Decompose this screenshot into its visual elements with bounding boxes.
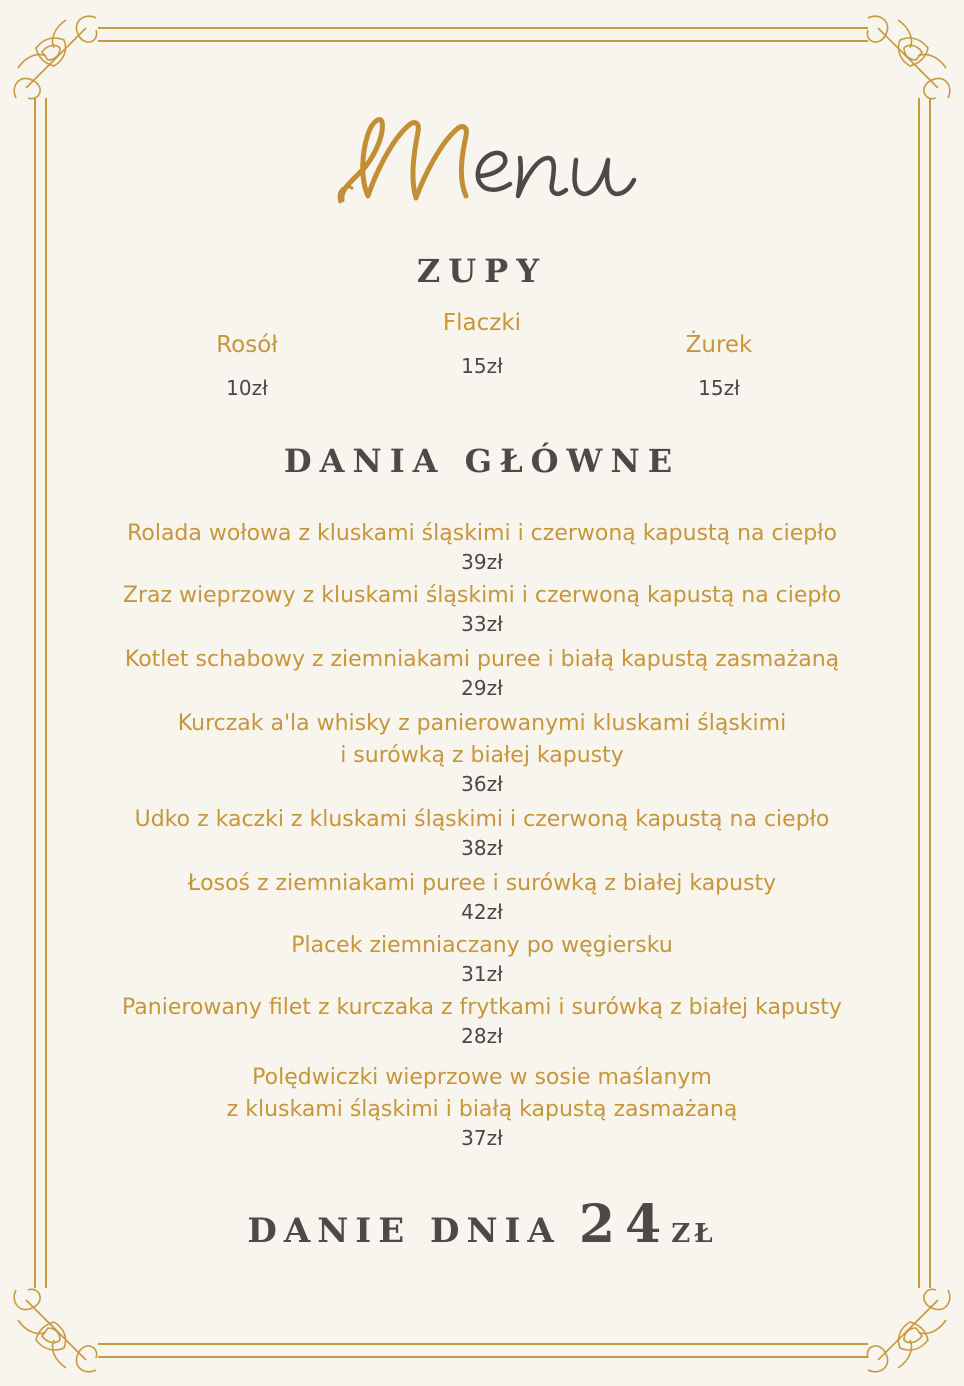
- frame-bottom-outer: [98, 1356, 868, 1358]
- dish-item: [60, 804, 904, 860]
- soup-item-rosol: [147, 332, 347, 400]
- dish-of-the-day: [0, 1194, 964, 1255]
- soup-price: 15zł: [461, 354, 503, 378]
- corner-ornament-bottom-right: [858, 1280, 958, 1380]
- dish-price: 42zł: [461, 900, 503, 924]
- dish-of-the-day-price: 24: [578, 1194, 672, 1255]
- dish-item: [60, 580, 904, 636]
- dish-item: [60, 644, 904, 700]
- dish-price: 37zł: [461, 1126, 503, 1150]
- dish-price: 28zł: [461, 1024, 503, 1048]
- soup-price: 15zł: [698, 376, 740, 400]
- menu-title: [0, 92, 964, 222]
- dish-name: Zraz wieprzowy z kluskami śląskimi i czerwoną kapustą na ciepło: [122, 583, 842, 608]
- dish-name-line2: i surówką z białej kapusty: [340, 743, 624, 768]
- soup-name: Żurek: [685, 332, 753, 358]
- frame-top-inner: [98, 40, 868, 42]
- frame-bottom-inner: [98, 1343, 868, 1345]
- dish-price: 31zł: [461, 962, 503, 986]
- soup-item-flaczki: [382, 310, 582, 378]
- mains-list: [60, 518, 904, 1150]
- dish-name: Placek ziemniaczany po węgiersku: [291, 933, 673, 958]
- dish-of-the-day-currency: ZŁ: [671, 1219, 717, 1249]
- corner-ornament-bottom-left: [6, 1280, 106, 1380]
- frame-top-outer: [98, 27, 868, 29]
- soup-price: 10zł: [226, 376, 268, 400]
- dish-name: Udko z kaczki z kluskami śląskimi i czerwoną kapustą na ciepło: [134, 807, 830, 832]
- dish-item: [60, 1062, 904, 1150]
- dish-item: [60, 992, 904, 1048]
- menu-title-script-logo: [0, 92, 964, 222]
- dish-price: 38zł: [461, 836, 503, 860]
- dish-price: 33zł: [461, 612, 503, 636]
- dish-of-the-day-label: DANIE DNIA: [247, 1211, 561, 1251]
- soups-heading: ZUPY: [416, 252, 548, 290]
- mains-heading: DANIA GŁÓWNE: [283, 442, 681, 480]
- dish-name-line2: z kluskami śląskimi i białą kapustą zasmażaną: [226, 1097, 738, 1122]
- dish-price: 39zł: [461, 550, 503, 574]
- dish-item: [60, 518, 904, 574]
- dish-item: [60, 868, 904, 924]
- soup-name: Rosół: [216, 332, 278, 358]
- dish-price: 36zł: [461, 772, 503, 796]
- dish-item: [60, 930, 904, 986]
- dish-name: Panierowany filet z kurczaka z frytkami i surówką z białej kapusty: [122, 995, 842, 1020]
- dish-name: Kurczak a'la whisky z panierowanymi kluskami śląskimi: [177, 711, 787, 736]
- dish-name: Kotlet schabowy z ziemniakami puree i białą kapustą zasmażaną: [124, 647, 840, 672]
- dish-price: 29zł: [461, 676, 503, 700]
- dish-name: Polędwiczki wieprzowe w sosie maślanym: [252, 1065, 712, 1090]
- soup-item-zurek: [619, 332, 819, 400]
- soup-name: Flaczki: [442, 310, 522, 336]
- dish-name: Rolada wołowa z kluskami śląskimi i czerwoną kapustą na ciepło: [127, 521, 837, 546]
- dish-name: Łosoś z ziemniakami puree i surówką z białej kapusty: [187, 871, 777, 896]
- dish-item: [60, 708, 904, 796]
